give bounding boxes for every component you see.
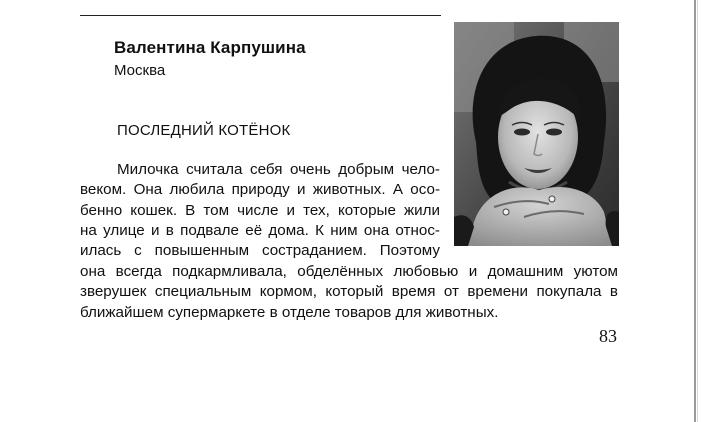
text-line: илась с повышенным состраданием. Поэтому <box>80 242 440 260</box>
text-line: Милочка считала себя очень добрым чело- <box>117 161 440 178</box>
page-edge <box>694 0 696 422</box>
author-city: Москва <box>114 62 166 79</box>
text-line: ближайшем супермаркете в отделе товаров для животных. <box>80 303 499 321</box>
author-portrait <box>454 22 619 246</box>
story-paragraph-narrow <box>80 160 440 261</box>
author-name: Валентина Карпушина <box>114 38 306 57</box>
text-line: веком. Она любила природу и животных. А осо- <box>80 181 440 199</box>
text-line: зверушек специальным кормом, который время от времени покупала в <box>80 283 618 301</box>
story-title: ПОСЛЕДНИЙ КОТЁНОК <box>117 122 291 139</box>
text-line: она всегда подкармливала, обделённых любовью и домашним уютом <box>80 263 618 280</box>
page-edge-shadow <box>697 0 698 422</box>
text-line: на улице и в подвале её дома. К ним она относ- <box>80 221 440 239</box>
text-line: бенно кошек. В том числе и тех, которые жили <box>80 201 440 219</box>
story-paragraph-wide <box>80 262 618 323</box>
page-number: 83 <box>599 326 617 346</box>
top-rule <box>80 15 441 16</box>
